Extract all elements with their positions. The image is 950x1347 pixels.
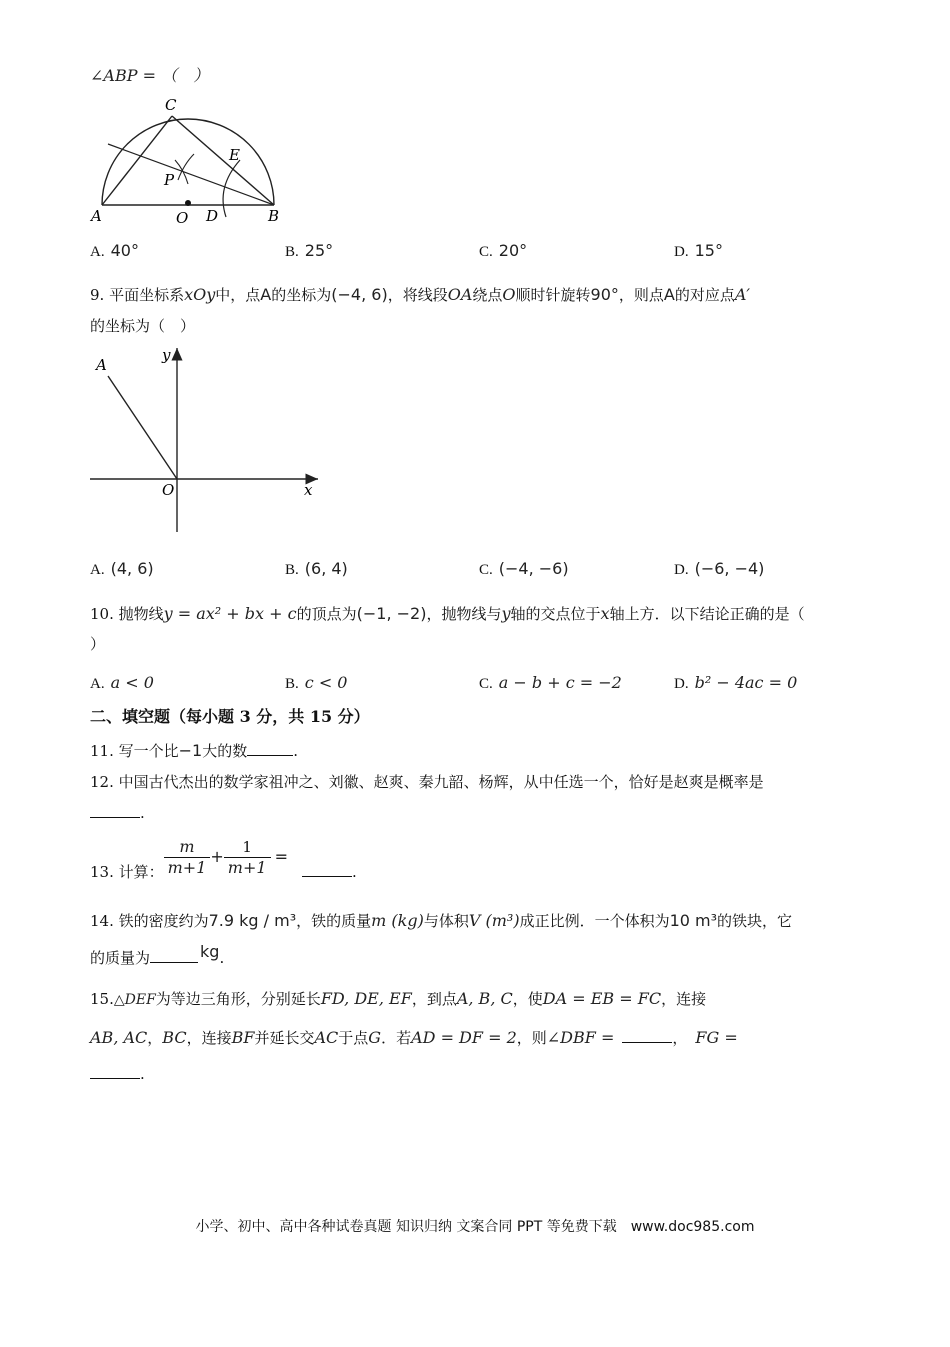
q14-line2: 的质量为 kg. — [90, 942, 225, 967]
label-B: B — [268, 207, 280, 225]
q9-option-c: C. (−4, −6) — [479, 559, 569, 578]
q13-fraction-2: $\frac{1}{m+1}$ — [224, 837, 271, 878]
q14-blank[interactable] — [150, 948, 198, 963]
q13: 13. 计算： $\frac{m}{m+1}$ + $\frac{1}{m+1}$ =. — [90, 836, 357, 881]
q11-blank[interactable] — [247, 741, 293, 756]
q8-figure — [88, 92, 308, 227]
q10-option-a: A. a < 0 — [90, 673, 154, 692]
segment-OA — [108, 376, 177, 479]
section-2-heading: 二、填空题（每小题 3 分，共 15 分） — [90, 707, 370, 726]
semicircle-arc — [102, 119, 274, 205]
q9-option-a: A. (4, 6) — [90, 559, 154, 578]
q9-option-b: B. (6, 4) — [285, 559, 348, 578]
q15-line3: . — [90, 1064, 145, 1084]
chord-CB — [172, 116, 274, 205]
q13-blank[interactable] — [302, 862, 352, 877]
q8-option-c: C. 20° — [479, 241, 528, 260]
q8-option-d: D. 15° — [674, 241, 723, 260]
label-O: O — [162, 481, 175, 499]
label-x: x — [304, 481, 313, 499]
q15-line1: 15.△DEF为等边三角形，分别延长FD, DE, EF，到点A, B, C，使DA = EB = FC，连接 — [90, 989, 707, 1008]
q14-line1: 14. 铁的密度约为7.9 kg / m³，铁的质量m (kg)与体积V (m³)成正比例．一个体积为10 m³的铁块，它 — [90, 911, 793, 930]
label-E: E — [229, 146, 240, 164]
q15-line2: AB, AC，BC，连接BF并延长交AC于点G．若AD = DF = 2，则∠DBF = ， FG = — [90, 1028, 738, 1047]
q9-figure — [86, 342, 336, 537]
q15-blank-angle[interactable] — [622, 1028, 672, 1043]
q12-line2: . — [90, 803, 145, 823]
line-BP — [108, 144, 274, 205]
q9-line1: 9. 平面坐标系xOy中，点A的坐标为(−4, 6)，将线段OA绕点O顺时针旋转90°，则点A的对应点A′ — [90, 285, 751, 304]
q10-option-c: C. a − b + c = −2 — [479, 673, 622, 692]
label-D: D — [206, 207, 219, 225]
page-footer: 小学、初中、高中各种试卷真题 知识归纳 文案合同 PPT 等免费下载 www.doc985.com — [195, 1219, 755, 1235]
chord-AC — [102, 116, 172, 205]
label-A: A — [96, 356, 107, 374]
q10-line2: ） — [90, 635, 106, 653]
label-P: P — [164, 171, 175, 189]
q8-stem: ∠ABP = （ ） — [90, 66, 210, 85]
q12-line1: 12. 中国古代杰出的数学家祖冲之、刘徽、赵爽、秦九韶、杨辉，从中任选一个，恰好是赵爽是概率是 — [90, 773, 764, 791]
q9-option-d: D. (−6, −4) — [674, 559, 765, 578]
label-O: O — [176, 209, 189, 227]
center-O — [185, 200, 191, 206]
q8-option-a: A. 40° — [90, 241, 139, 260]
q11: 11. 写一个比−1大的数 . — [90, 741, 299, 760]
label-C: C — [165, 96, 177, 114]
q13-fraction-1: $\frac{m}{m+1}$ — [164, 837, 211, 878]
label-A: A — [91, 207, 102, 225]
label-y: y — [162, 346, 171, 364]
q12-blank[interactable] — [90, 803, 140, 818]
q9-line2: 的坐标为（ ） — [90, 317, 196, 335]
q10-line1: 10. 抛物线y = ax² + bx + c的顶点为(−1, −2)，抛物线与y轴的交点位于x轴上方．以下结论正确的是（ — [90, 604, 805, 623]
q15-blank-fg[interactable] — [90, 1064, 140, 1079]
q10-option-d: D. b² − 4ac = 0 — [674, 673, 798, 692]
q10-option-b: B. c < 0 — [285, 673, 348, 692]
q8-option-b: B. 25° — [285, 241, 334, 260]
